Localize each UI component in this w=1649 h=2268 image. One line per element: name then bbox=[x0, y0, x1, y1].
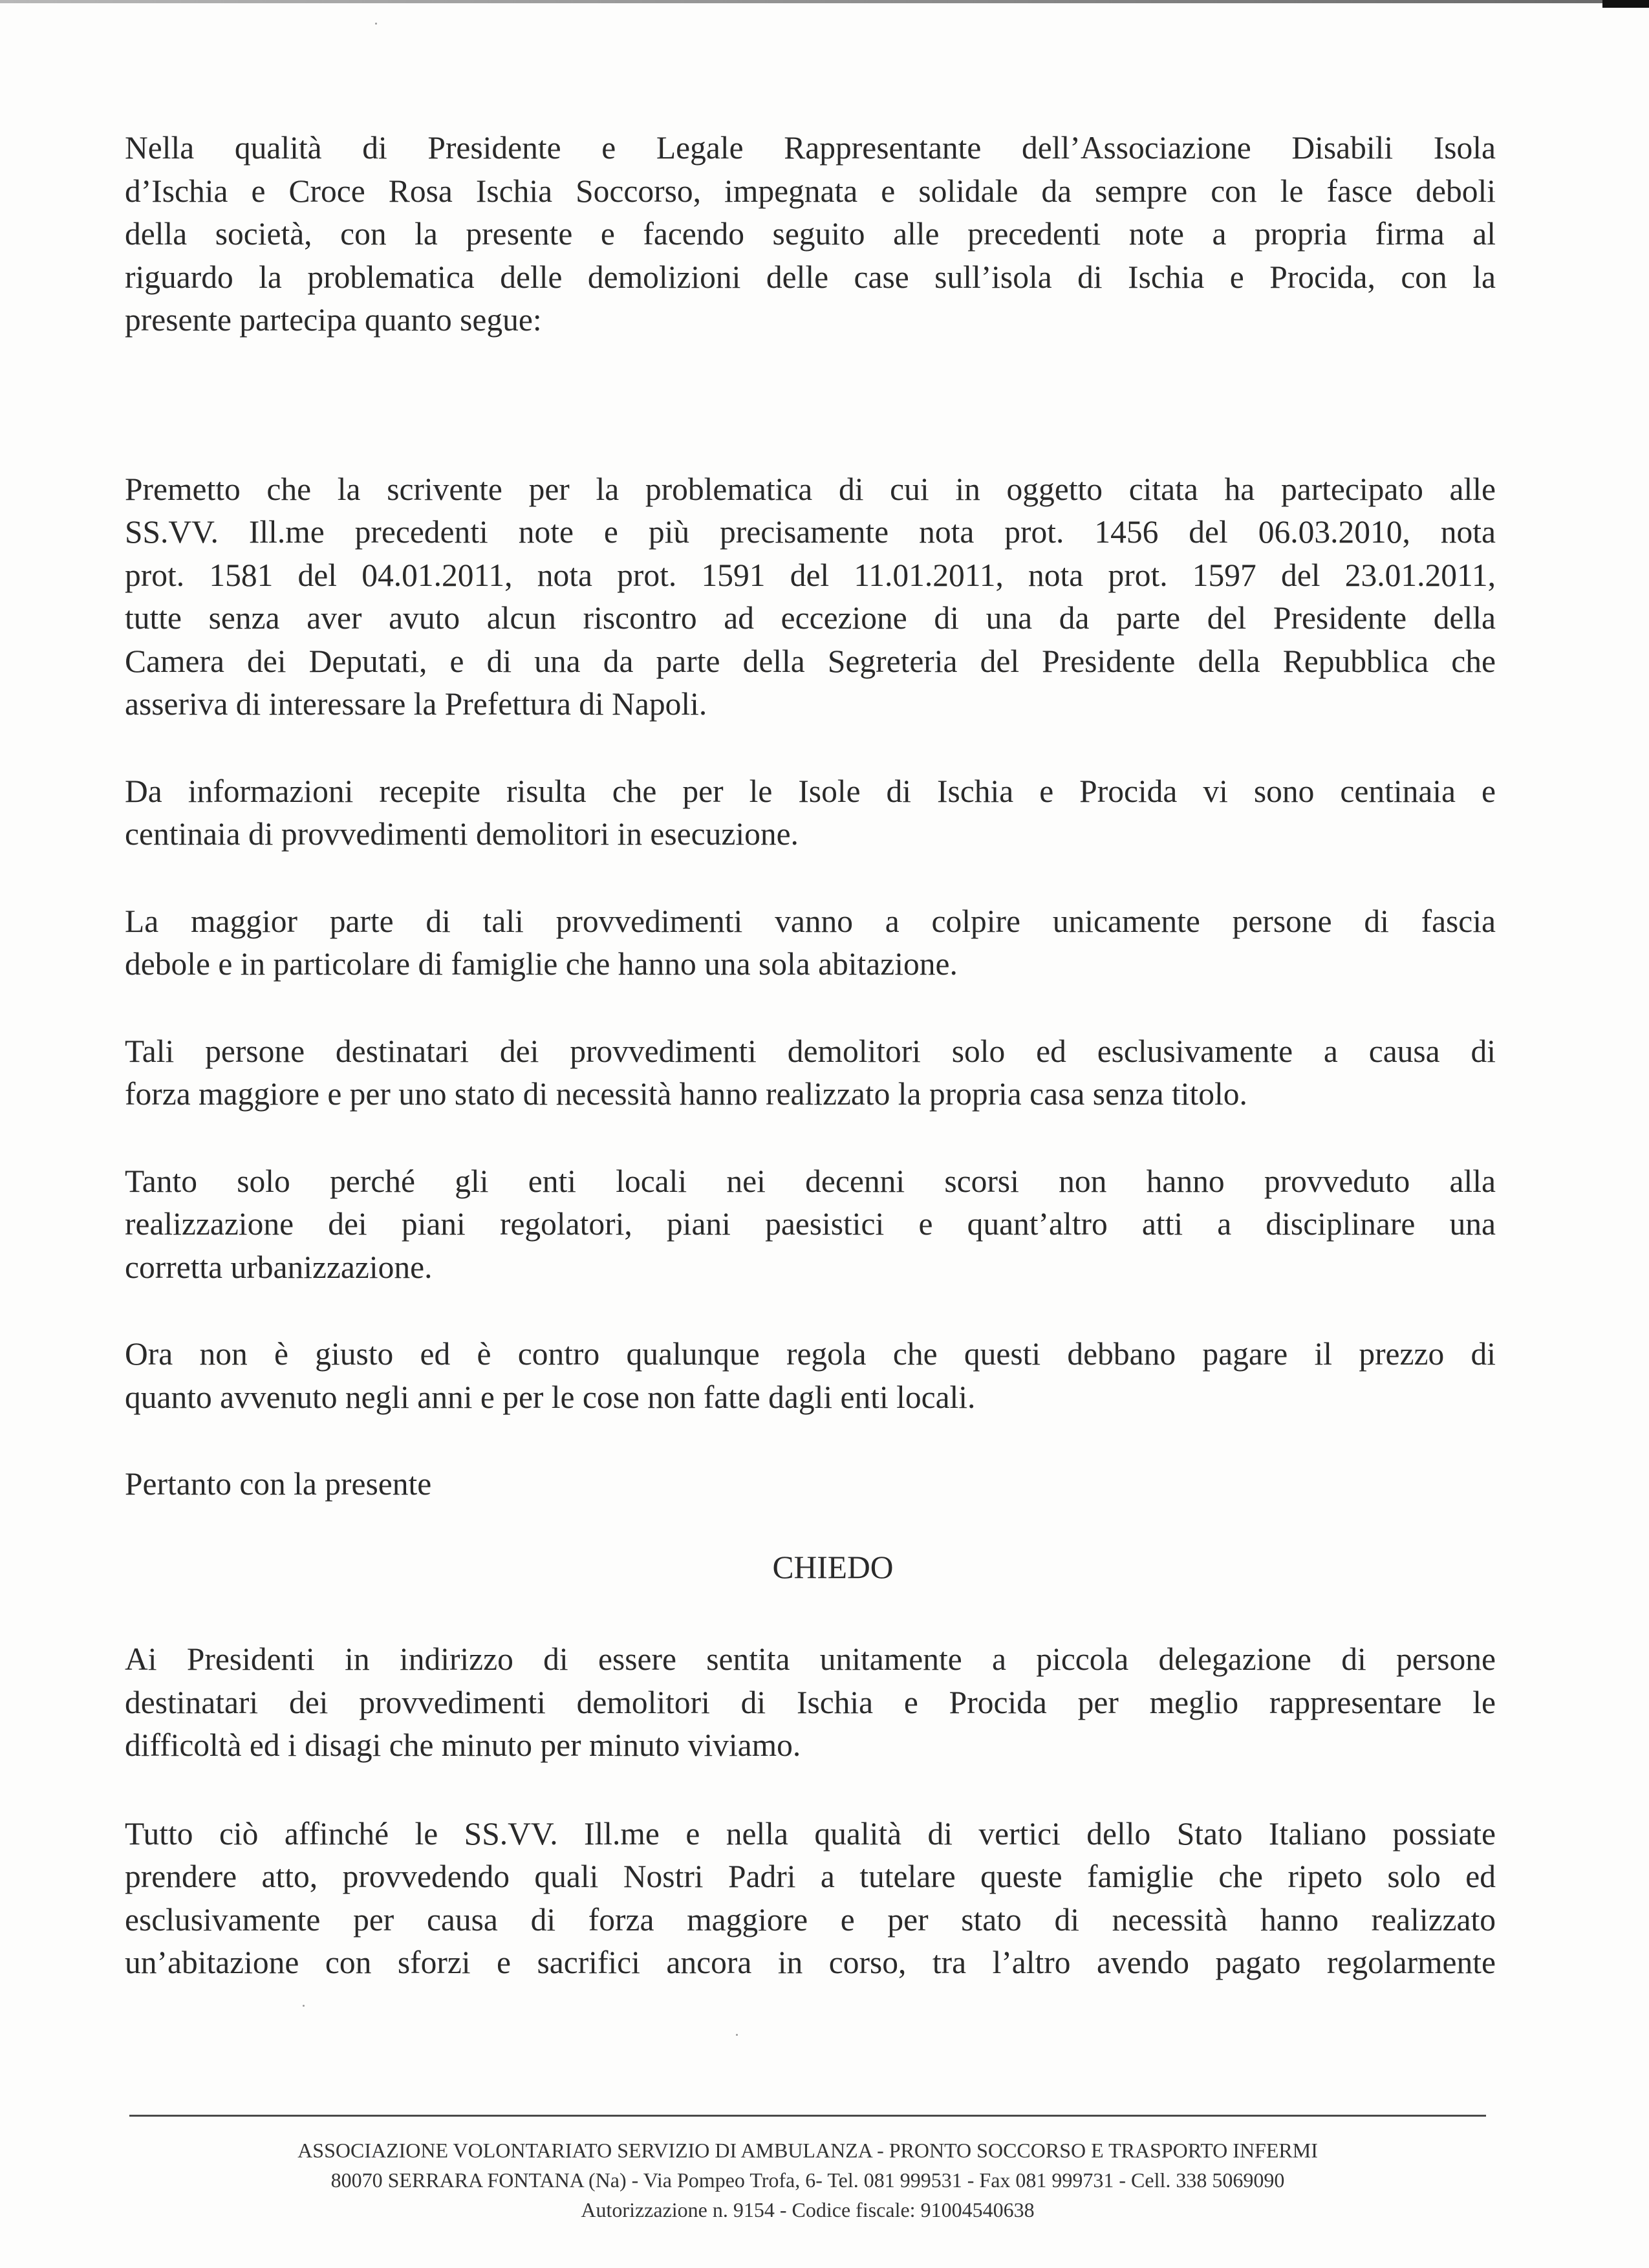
paragraph-enti-locali bbox=[125, 1160, 1496, 1290]
paragraph-pertanto bbox=[125, 1463, 1496, 1506]
footer-registration-line: Autorizzazione n. 9154 - Codice fiscale: 91004540638 bbox=[581, 2198, 1035, 2221]
text-line: presente partecipa quanto segue: bbox=[125, 302, 542, 338]
scan-speck bbox=[736, 2034, 738, 2036]
paragraph-richiesta bbox=[125, 1638, 1496, 1767]
text-line: riguardo la problematica delle demolizioni delle case sull’isola di Ischia e Procida, con la bbox=[125, 259, 1496, 295]
text-line: Tutto ciò affinché le SS.VV. Ill.me e nella qualità di vertici dello Stato Italiano possiate bbox=[125, 1815, 1496, 1852]
text-line: destinatari dei provvedimenti demolitori di Ischia e Procida per meglio rappresentare le bbox=[125, 1684, 1496, 1720]
paragraph-affinche bbox=[125, 1813, 1496, 1985]
scan-speck bbox=[375, 23, 377, 25]
paragraph-intro bbox=[125, 127, 1496, 342]
text-line: Ai Presidenti in indirizzo di essere sentita unitamente a piccola delegazione di persone bbox=[125, 1641, 1496, 1677]
text-line: corretta urbanizzazione. bbox=[125, 1249, 433, 1285]
text-line: difficoltà ed i disagi che minuto per minuto viviamo. bbox=[125, 1727, 801, 1763]
scan-speck bbox=[303, 2005, 305, 2007]
text-line: Tanto solo perché gli enti locali nei decenni scorsi non hanno provveduto alla bbox=[125, 1163, 1496, 1199]
text-line: un’abitazione con sforzi e sacrifici ancora in corso, tra l’altro avendo pagato regolarmente bbox=[125, 1945, 1496, 1980]
top-corner-mark bbox=[1602, 0, 1649, 8]
text-line: centinaia di provvedimenti demolitori in esecuzione. bbox=[125, 816, 799, 852]
request-heading: CHIEDO bbox=[772, 1549, 894, 1585]
text-line: SS.VV. Ill.me precedenti note e più precisamente nota prot. 1456 del 06.03.2010, nota bbox=[125, 514, 1496, 550]
text-line: d’Ischia e Croce Rosa Ischia Soccorso, impegnata e solidale da sempre con le fasce deboli bbox=[125, 173, 1496, 209]
text-line: quanto avvenuto negli anni e per le cose non fatte dagli enti locali. bbox=[125, 1379, 976, 1415]
footer-association-line: ASSOCIAZIONE VOLONTARIATO SERVIZIO DI AMBULANZA - PRONTO SOCCORSO E TRASPORTO INFERMI bbox=[297, 2139, 1318, 2162]
text-line: Tali persone destinatari dei provvedimenti demolitori solo ed esclusivamente a causa di bbox=[125, 1033, 1496, 1069]
text-line: della società, con la presente e facendo seguito alle precedenti note a propria firma al bbox=[125, 216, 1496, 252]
footer-divider bbox=[129, 2115, 1486, 2117]
text-line: Ora non è giusto ed è contro qualunque regola che questi debbano pagare il prezzo di bbox=[125, 1336, 1496, 1372]
text-line: prot. 1581 del 04.01.2011, nota prot. 1591 del 11.01.2011, nota prot. 1597 del 23.01.2011, bbox=[125, 557, 1496, 593]
text-line: asseriva di interessare la Prefettura di Napoli. bbox=[125, 686, 707, 722]
text-line: esclusivamente per causa di forza maggiore e per stato di necessità hanno realizzato bbox=[125, 1901, 1496, 1938]
text-line: Da informazioni recepite risulta che per le Isole di Ischia e Procida vi sono centinaia e bbox=[125, 773, 1496, 809]
text-line: Pertanto con la presente bbox=[125, 1466, 432, 1502]
text-line: forza maggiore e per uno stato di necessità hanno realizzato la propria casa senza titolo. bbox=[125, 1076, 1247, 1112]
text-line: realizzazione dei piani regolatori, piani paesistici e quant’altro atti a disciplinare una bbox=[125, 1206, 1496, 1242]
footer-address-line: 80070 SERRARA FONTANA (Na) - Via Pompeo Trofa, 6- Tel. 081 999531 - Fax 081 999731 - Cell. 338 5069090 bbox=[330, 2168, 1285, 2192]
paragraph-non-giusto bbox=[125, 1333, 1496, 1419]
top-edge-rule bbox=[0, 0, 1604, 3]
paragraph-maggior-parte bbox=[125, 900, 1496, 986]
text-line: Premetto che la scrivente per la problematica di cui in oggetto citata ha partecipato alle bbox=[125, 471, 1496, 507]
text-line: Camera dei Deputati, e di una da parte della Segreteria del Presidente della Repubblica che bbox=[125, 643, 1496, 679]
text-line: prendere atto, provvedendo quali Nostri Padri a tutelare queste famiglie che ripeto solo ed bbox=[125, 1859, 1496, 1894]
text-line: Nella qualità di Presidente e Legale Rappresentante dell’Associazione Disabili Isola bbox=[125, 130, 1496, 166]
letter-body bbox=[125, 127, 1496, 1985]
text-line: La maggior parte di tali provvedimenti vanno a colpire unicamente persone di fascia bbox=[125, 903, 1496, 939]
paragraph-premessa bbox=[125, 468, 1496, 726]
text-line: debole e in particolare di famiglie che hanno una sola abitazione. bbox=[125, 946, 958, 982]
paragraph-informazioni bbox=[125, 770, 1496, 856]
letterhead-footer bbox=[129, 2135, 1486, 2225]
text-line: tutte senza aver avuto alcun riscontro ad eccezione di una da parte del Presidente della bbox=[125, 600, 1496, 636]
paragraph-destinatari bbox=[125, 1030, 1496, 1116]
